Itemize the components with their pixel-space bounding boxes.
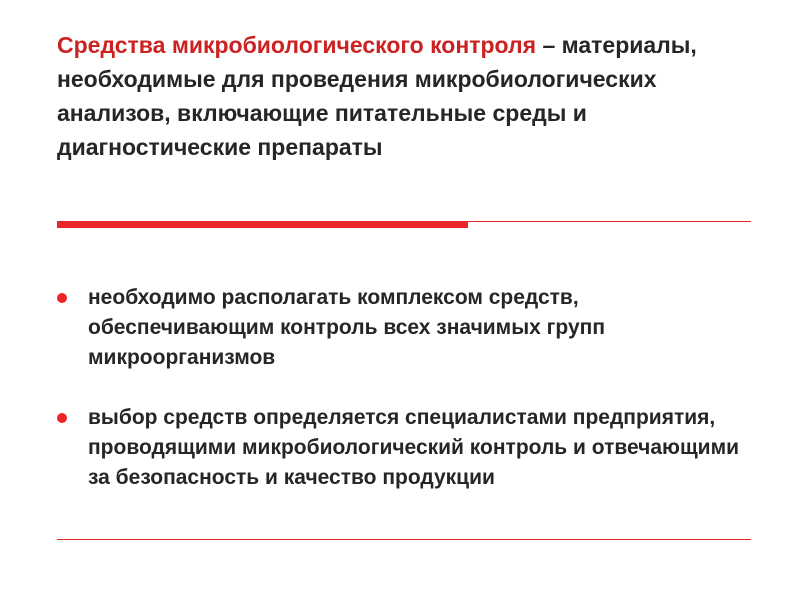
bullet-dot-icon bbox=[57, 413, 67, 423]
bullet-list bbox=[57, 283, 757, 493]
bullet-dot-icon bbox=[57, 293, 67, 303]
bottom-divider-line bbox=[57, 539, 751, 540]
bullet-text: выбор средств определяется специалистами предприятия, проводящими микробиологический контроль и отвечающими за безопасность и качество продукции bbox=[88, 406, 740, 489]
bullet-item bbox=[57, 283, 757, 373]
bullet-text: необходимо располагать комплексом средств, обеспечивающим контроль всех значимых групп микроорганизмов bbox=[88, 286, 606, 369]
title-definition: – материалы, необходимые для проведения микробиологических анализов, включающие питательные среды и диагностические препараты bbox=[57, 32, 697, 160]
title-accent-bar bbox=[57, 221, 468, 228]
slide-title bbox=[57, 28, 757, 164]
bullet-item bbox=[57, 403, 757, 493]
title-term: Средства микробиологического контроля bbox=[57, 32, 537, 58]
